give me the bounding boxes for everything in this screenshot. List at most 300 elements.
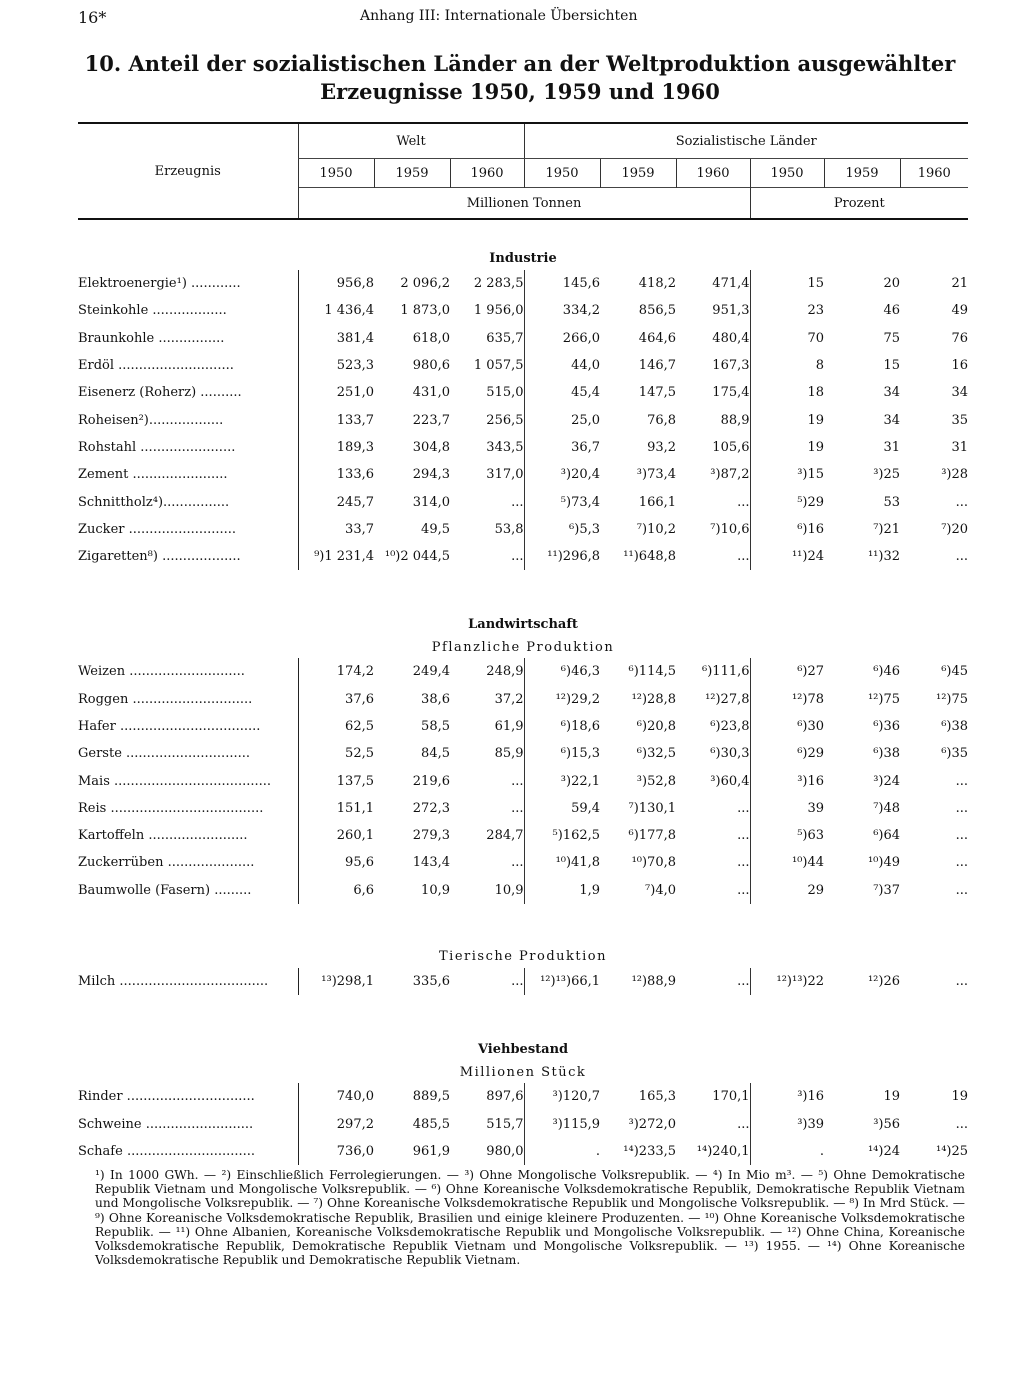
cell-value: ⁷)21 <box>873 521 901 537</box>
cell-value: 889,5 <box>412 1089 450 1105</box>
cell-value: 15 <box>750 270 824 297</box>
table-row <box>78 1083 968 1110</box>
cell-value: 21 <box>951 276 969 292</box>
cell-value: 44,0 <box>524 352 600 379</box>
cell-value: 418,2 <box>638 276 677 292</box>
cell-value: 260,1 <box>298 822 374 849</box>
cell-value: ⁶)38 <box>873 746 901 762</box>
row-label: Gerste .............................. <box>78 746 250 762</box>
table-row <box>78 406 968 433</box>
cell-value: 45,4 <box>524 379 600 406</box>
cell-value: ... <box>511 773 524 789</box>
section-subtitle: Tierische Produktion <box>439 949 608 965</box>
cell-value: 251,0 <box>298 379 374 406</box>
cell-value: 19 <box>750 406 824 433</box>
cell-value: 223,7 <box>412 412 450 428</box>
cell-value: 167,3 <box>712 358 750 374</box>
cell-value: ⁶)45 <box>941 664 969 680</box>
cell-value: ⁶)46 <box>873 664 901 680</box>
cell-value: 165,3 <box>638 1089 677 1105</box>
cell-value: 317,0 <box>486 467 524 483</box>
cell-value: ⁶)30,3 <box>710 746 750 762</box>
cell-value: ⁶)23,8 <box>710 719 750 734</box>
cell-value: 146,7 <box>638 358 677 374</box>
year-header: 1959 <box>600 159 676 188</box>
cell-value: ... <box>955 549 969 565</box>
cell-value: . <box>524 1138 600 1165</box>
cell-value: 25,0 <box>524 406 600 433</box>
cell-value: ¹²)27,8 <box>705 691 750 707</box>
year-header: 1959 <box>374 159 450 188</box>
cell-value: 635,7 <box>486 330 524 346</box>
spacer-row <box>78 219 968 246</box>
cell-value: 85,9 <box>494 746 524 762</box>
table-row <box>78 297 968 324</box>
cell-value: ¹²)¹³)66,1 <box>524 968 600 995</box>
cell-value: ... <box>737 882 750 898</box>
row-label: Zucker .......................... <box>78 521 237 537</box>
unit-percent: Prozent <box>750 188 968 220</box>
group-socialist: Sozialistische Länder <box>524 123 968 159</box>
cell-value: 951,3 <box>712 303 750 319</box>
year-header: 1960 <box>900 159 968 188</box>
cell-value: 523,3 <box>298 352 374 379</box>
cell-value: ... <box>511 855 524 871</box>
cell-value: 897,6 <box>486 1089 524 1105</box>
cell-value: ³)272,0 <box>628 1116 677 1132</box>
cell-value: ¹⁰)41,8 <box>524 849 600 876</box>
cell-value: 431,0 <box>412 385 450 401</box>
cell-value: 2 096,2 <box>400 276 450 292</box>
unit-tonnes: Millionen Tonnen <box>298 188 750 220</box>
cell-value: ¹⁰)70,8 <box>631 855 677 871</box>
table-row <box>78 1111 968 1138</box>
cell-value: ⁶)29 <box>750 740 824 767</box>
cell-value: 248,9 <box>486 664 524 680</box>
cell-value: 170,1 <box>712 1089 750 1105</box>
page-header <box>78 8 968 32</box>
section-subtitle: Millionen Stück <box>459 1064 587 1080</box>
cell-value: 381,4 <box>298 325 374 352</box>
cell-value: ⁵)29 <box>750 488 824 515</box>
cell-value: 52,5 <box>298 740 374 767</box>
cell-value: ⁵)73,4 <box>524 488 600 515</box>
footnotes: ¹) In 1000 GWh. — ²) Einschließlich Ferrolegierungen. — ³) Ohne Mongolische Volksrepublik. — ⁴) In Mio m³. — ⁵) Ohne Demokratische Republik Vietnam und Mongolische Volksrepublik. — ⁶) Ohne Koreanische Volksdemokratische Republik, Demokratische Republik Vietnam und Mongolische Volksrepublik. — ⁷) Ohne Koreanische Volksdemokratische Republik und Mongolische Volksrepublik. — ⁸) In Mrd Stück. — ⁹) Ohne Koreanische Volksdemokratische Republik, Brasilien und einige kleinere Produzenten. — ¹⁰) Ohne Koreanische Volksdemokratische Republik. — ¹¹) Ohne Albanien, Koreanische Volksdemokratische Republik und Mongolische Volksrepublik. — ¹²) Ohne China, Koreanische Volksdemokratische Republik, Demokratische Republik Vietnam und Mongolische Volksrepublik. — ¹³) 1955. — ¹⁴) Ohne Koreanische Volksdemokratische Republik und Demokratische Republik Vietnam. <box>95 1168 965 1268</box>
year-header: 1959 <box>824 159 900 188</box>
section-subtitle-row <box>78 946 968 968</box>
cell-value: ... <box>955 855 969 871</box>
cell-value: ... <box>955 800 969 816</box>
table-row <box>78 658 968 685</box>
table-row <box>78 352 968 379</box>
cell-value: 1 436,4 <box>298 297 374 324</box>
cell-value: 88,9 <box>720 412 750 428</box>
cell-value: 37,2 <box>494 691 524 707</box>
cell-value: ⁶)5,3 <box>524 516 600 543</box>
cell-value: 49,5 <box>421 521 450 537</box>
row-label: Elektroenergie¹) ............ <box>78 276 241 292</box>
cell-value: 33,7 <box>298 516 374 543</box>
row-label: Mais ...................................... <box>78 773 272 789</box>
cell-value: ¹²)88,9 <box>631 974 677 990</box>
cell-value: 133,6 <box>298 461 374 488</box>
cell-value: 256,5 <box>486 412 524 428</box>
table-row <box>78 877 968 904</box>
cell-value: 166,1 <box>638 494 677 510</box>
cell-value: ⁶)30 <box>750 713 824 740</box>
cell-value: ⁷)130,1 <box>628 800 677 816</box>
cell-value: 294,3 <box>412 467 450 483</box>
cell-value: 39 <box>750 795 824 822</box>
cell-value: 49 <box>951 303 969 319</box>
cell-value: ⁶)20,8 <box>636 719 677 734</box>
cell-value: ... <box>737 828 750 844</box>
table-row <box>78 543 968 570</box>
cell-value: 38,6 <box>421 691 450 707</box>
row-label: Roheisen²).................. <box>78 412 224 428</box>
cell-value: ⁹)1 231,4 <box>298 543 374 570</box>
cell-value: ¹¹)296,8 <box>524 543 600 570</box>
cell-value: 245,7 <box>298 488 374 515</box>
cell-value: 480,4 <box>712 330 750 346</box>
cell-value: 297,2 <box>298 1111 374 1138</box>
cell-value: ³)24 <box>873 773 901 789</box>
cell-value: ³)120,7 <box>524 1083 600 1110</box>
table-row <box>78 968 968 995</box>
spacer-row <box>78 904 968 946</box>
cell-value: 485,5 <box>412 1116 450 1132</box>
cell-value: 53,8 <box>494 521 524 537</box>
cell-value: ⁷)10,2 <box>636 521 677 537</box>
page-number: 16* <box>78 8 107 27</box>
cell-value: ¹²)¹³)22 <box>750 968 824 995</box>
cell-value: 19 <box>883 1089 901 1105</box>
section-subtitle: Pflanzliche Produktion <box>431 639 615 655</box>
cell-value: 23 <box>750 297 824 324</box>
row-label: Hafer .................................. <box>78 719 261 734</box>
cell-value: 76 <box>951 330 969 346</box>
cell-value: ⁶)177,8 <box>628 828 677 844</box>
table-row <box>78 686 968 713</box>
table-row <box>78 325 968 352</box>
section-subtitle-row <box>78 636 968 658</box>
cell-value: 219,6 <box>412 773 450 789</box>
row-label: Eisenerz (Roherz) .......... <box>78 385 242 401</box>
row-label: Rinder ............................... <box>78 1089 255 1105</box>
section-title: Industrie <box>489 250 557 266</box>
cell-value: 76,8 <box>647 412 677 428</box>
group-world: Welt <box>298 123 524 159</box>
cell-value: ³)115,9 <box>524 1111 600 1138</box>
table-row <box>78 488 968 515</box>
year-header: 1950 <box>750 159 824 188</box>
cell-value: 2 283,5 <box>473 276 524 292</box>
cell-value: ¹⁴)25 <box>936 1143 969 1159</box>
cell-value: ¹³)298,1 <box>298 968 374 995</box>
cell-value: 151,1 <box>298 795 374 822</box>
cell-value: 334,2 <box>524 297 600 324</box>
cell-value: ³)56 <box>873 1116 901 1132</box>
cell-value: 980,0 <box>486 1143 524 1159</box>
row-label: Milch .................................... <box>78 974 269 990</box>
cell-value: 35 <box>951 412 969 428</box>
table-row <box>78 713 968 740</box>
cell-value: 29 <box>750 877 824 904</box>
cell-value: ¹¹)32 <box>867 549 901 565</box>
cell-value: 75 <box>883 330 901 346</box>
year-header: 1950 <box>524 159 600 188</box>
cell-value: 19 <box>750 434 824 461</box>
cell-value: 8 <box>750 352 824 379</box>
cell-value: 279,3 <box>412 828 450 844</box>
cell-value: 34 <box>883 385 901 401</box>
cell-value: ³)25 <box>873 467 901 483</box>
cell-value: ¹²)75 <box>867 691 901 707</box>
cell-value: ... <box>955 1116 969 1132</box>
cell-value: ³)20,4 <box>524 461 600 488</box>
row-label: Steinkohle .................. <box>78 303 227 319</box>
cell-value: ¹²)29,2 <box>524 686 600 713</box>
cell-value: 133,7 <box>298 406 374 433</box>
table-row <box>78 1138 968 1165</box>
cell-value: ... <box>737 549 750 565</box>
row-label: Baumwolle (Fasern) ......... <box>78 882 252 898</box>
cell-value: ¹⁰)2 044,5 <box>384 549 450 565</box>
table-row <box>78 434 968 461</box>
cell-value: ⁶)16 <box>750 516 824 543</box>
cell-value: 46 <box>883 303 901 319</box>
cell-value: 740,0 <box>298 1083 374 1110</box>
cell-value: ³)52,8 <box>636 773 677 789</box>
cell-value: 515,7 <box>486 1116 524 1132</box>
cell-value: 1,9 <box>524 877 600 904</box>
section-title-row <box>78 1037 968 1061</box>
cell-value: 95,6 <box>298 849 374 876</box>
cell-value: ⁶)111,6 <box>702 664 750 680</box>
cell-value: ³)15 <box>750 461 824 488</box>
cell-value: ³)22,1 <box>524 767 600 794</box>
row-label: Zigaretten⁸) ................... <box>78 549 241 565</box>
row-label: Schnittholz⁴)................ <box>78 494 230 510</box>
cell-value: 147,5 <box>638 385 677 401</box>
cell-value: 304,8 <box>412 439 450 455</box>
cell-value: ... <box>955 882 969 898</box>
cell-value: ³)16 <box>750 767 824 794</box>
year-header: 1950 <box>298 159 374 188</box>
row-label: Schweine .......................... <box>78 1116 254 1132</box>
cell-value: 34 <box>883 412 901 428</box>
table-row <box>78 795 968 822</box>
running-title: Anhang III: Internationale Übersichten <box>360 8 638 24</box>
cell-value: ³)39 <box>750 1111 824 1138</box>
cell-value: ⁷)4,0 <box>645 882 677 898</box>
cell-value: ⁶)114,5 <box>628 664 677 680</box>
cell-value: ⁶)32,5 <box>636 746 677 762</box>
cell-value: ... <box>955 773 969 789</box>
cell-value: 61,9 <box>494 719 524 734</box>
cell-value: ¹¹)24 <box>750 543 824 570</box>
cell-value: 314,0 <box>412 494 450 510</box>
cell-value: ⁶)38 <box>941 719 969 734</box>
cell-value: ⁷)20 <box>941 521 969 537</box>
section-subtitle-row <box>78 1061 968 1083</box>
table-row <box>78 822 968 849</box>
cell-value: ¹²)28,8 <box>631 691 677 707</box>
cell-value: 105,6 <box>712 439 750 455</box>
row-label: Roggen ............................. <box>78 691 253 707</box>
row-label: Erdöl ............................ <box>78 358 234 374</box>
cell-value: 84,5 <box>421 746 450 762</box>
row-label: Zuckerrüben ..................... <box>78 855 255 871</box>
cell-value: ⁷)10,6 <box>710 521 750 537</box>
cell-value: 980,6 <box>412 358 450 374</box>
cell-value: ⁶)15,3 <box>524 740 600 767</box>
cell-value: 174,2 <box>298 658 374 685</box>
year-header: 1960 <box>676 159 750 188</box>
table-row <box>78 461 968 488</box>
cell-value: ⁶)27 <box>750 658 824 685</box>
cell-value: ¹⁴)240,1 <box>696 1143 750 1159</box>
production-table <box>78 122 968 1165</box>
cell-value: ⁶)35 <box>941 746 969 762</box>
cell-value: ¹²)75 <box>936 691 969 707</box>
cell-value: ... <box>737 974 750 990</box>
cell-value: ³)16 <box>750 1083 824 1110</box>
cell-value: ... <box>511 549 524 565</box>
cell-value: 145,6 <box>524 270 600 297</box>
row-label: Reis ..................................... <box>78 800 264 816</box>
year-header: 1960 <box>450 159 524 188</box>
cell-value: ⁶)46,3 <box>524 658 600 685</box>
cell-value: 856,5 <box>638 303 677 319</box>
table-title: 10. Anteil der sozialistischen Länder an der Weltproduktion ausgewählter Erzeugnisse 1950, 1959 und 1960 <box>84 51 956 104</box>
section-title-row <box>78 612 968 636</box>
section-title: Landwirtschaft <box>468 616 578 632</box>
cell-value: 335,6 <box>412 974 450 990</box>
cell-value: ⁶)18,6 <box>524 713 600 740</box>
cell-value: 956,8 <box>298 270 374 297</box>
cell-value: ³)73,4 <box>636 467 677 483</box>
cell-value: 53 <box>883 494 901 510</box>
spacer-row <box>78 570 968 612</box>
table-row <box>78 270 968 297</box>
cell-value: 36,7 <box>524 434 600 461</box>
row-label: Kartoffeln ........................ <box>78 828 248 844</box>
table-row <box>78 379 968 406</box>
cell-value: 70 <box>750 325 824 352</box>
cell-value: ... <box>737 855 750 871</box>
cell-value: ¹⁴)24 <box>867 1143 901 1159</box>
cell-value: ¹⁰)44 <box>750 849 824 876</box>
cell-value: 6,6 <box>298 877 374 904</box>
cell-value: ³)28 <box>941 467 969 483</box>
cell-value: ⁷)37 <box>873 882 901 898</box>
cell-value: ¹⁴)233,5 <box>623 1143 677 1159</box>
cell-value: 93,2 <box>647 439 677 455</box>
cell-value: 20 <box>883 276 901 292</box>
cell-value: 618,0 <box>412 330 450 346</box>
cell-value: ... <box>737 800 750 816</box>
cell-value: 175,4 <box>712 385 750 401</box>
cell-value: ⁵)162,5 <box>524 822 600 849</box>
cell-value: . <box>750 1138 824 1165</box>
cell-value: 272,3 <box>412 800 450 816</box>
row-label: Rohstahl ....................... <box>78 439 236 455</box>
cell-value: 284,7 <box>486 828 524 844</box>
cell-value: ⁶)64 <box>873 828 901 844</box>
cell-value: 515,0 <box>486 385 524 401</box>
cell-value: 15 <box>883 358 901 374</box>
cell-value: ... <box>955 494 969 510</box>
cell-value: 19 <box>951 1089 969 1105</box>
cell-value: 58,5 <box>421 719 450 734</box>
cell-value: ... <box>955 974 969 990</box>
col-product: Erzeugnis <box>78 123 298 219</box>
cell-value: ... <box>511 494 524 510</box>
section-title: Viehbestand <box>477 1041 569 1057</box>
cell-value: ⁵)63 <box>750 822 824 849</box>
cell-value: 143,4 <box>412 855 450 871</box>
cell-value: 1 956,0 <box>473 303 524 319</box>
cell-value: ³)87,2 <box>710 467 750 483</box>
cell-value: ¹²)26 <box>867 974 901 990</box>
table-row <box>78 767 968 794</box>
cell-value: ... <box>511 800 524 816</box>
cell-value: ... <box>955 828 969 844</box>
cell-value: ... <box>737 1116 750 1132</box>
cell-value: 37,6 <box>298 686 374 713</box>
section-title-row <box>78 246 968 270</box>
cell-value: ⁷)48 <box>873 800 901 816</box>
cell-value: 266,0 <box>524 325 600 352</box>
cell-value: 1 057,5 <box>473 358 524 374</box>
table-row <box>78 849 968 876</box>
cell-value: ¹⁰)49 <box>867 855 901 871</box>
row-label: Weizen ............................ <box>78 664 245 680</box>
cell-value: 1 873,0 <box>400 303 450 319</box>
cell-value: 16 <box>951 358 969 374</box>
cell-value: ... <box>511 974 524 990</box>
table-row <box>78 516 968 543</box>
cell-value: 137,5 <box>298 767 374 794</box>
cell-value: ¹²)78 <box>750 686 824 713</box>
cell-value: 464,6 <box>638 330 677 346</box>
cell-value: 471,4 <box>712 276 750 292</box>
cell-value: ... <box>737 494 750 510</box>
table-row <box>78 740 968 767</box>
cell-value: 59,4 <box>524 795 600 822</box>
row-label: Schafe ............................... <box>78 1143 256 1159</box>
cell-value: 62,5 <box>298 713 374 740</box>
cell-value: ¹¹)648,8 <box>623 549 677 565</box>
cell-value: 18 <box>750 379 824 406</box>
cell-value: 10,9 <box>421 882 450 898</box>
spacer-row <box>78 995 968 1037</box>
cell-value: 249,4 <box>412 664 450 680</box>
cell-value: ⁶)36 <box>873 719 901 734</box>
cell-value: 34 <box>951 385 969 401</box>
row-label: Zement ....................... <box>78 467 228 483</box>
cell-value: 343,5 <box>486 439 524 455</box>
cell-value: 10,9 <box>494 882 524 898</box>
row-label: Braunkohle ................ <box>78 330 225 346</box>
cell-value: ³)60,4 <box>710 773 750 789</box>
cell-value: 189,3 <box>298 434 374 461</box>
cell-value: 961,9 <box>412 1143 450 1159</box>
cell-value: 31 <box>883 439 901 455</box>
cell-value: 31 <box>951 439 969 455</box>
cell-value: 736,0 <box>298 1138 374 1165</box>
